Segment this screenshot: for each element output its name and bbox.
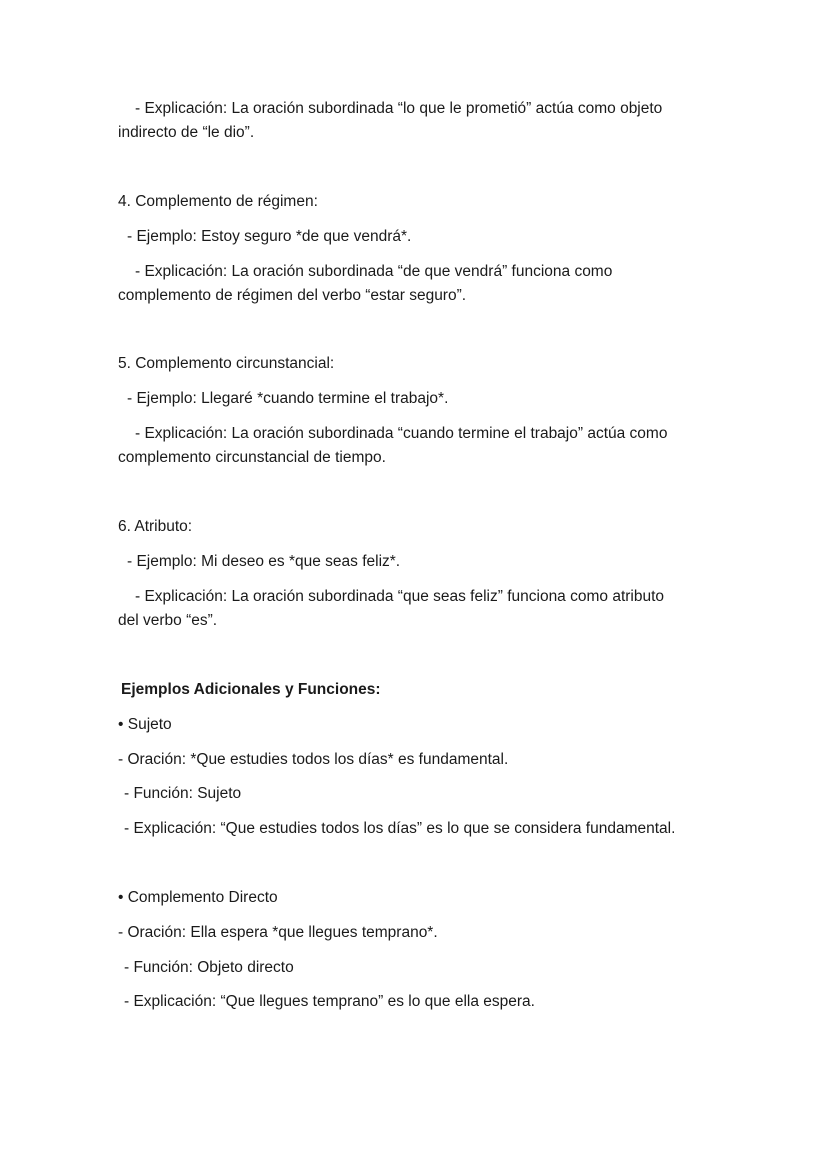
sujeto-funcion: - Función: Sujeto [124, 785, 242, 802]
sujeto-explicacion: - Explicación: “Que estudies todos los días” es lo que se considera fundamental. [124, 820, 676, 837]
cd-bullet: • Complemento Directo [118, 889, 278, 906]
s4-explicacion-line2: complemento de régimen del verbo “estar seguro”. [118, 287, 467, 304]
s4-heading: 4. Complemento de régimen: [118, 193, 318, 210]
s6-explicacion-line2: del verbo “es”. [118, 612, 218, 629]
sujeto-bullet: • Sujeto [118, 716, 172, 733]
cd-funcion: - Función: Objeto directo [124, 959, 294, 976]
cd-explicacion: - Explicación: “Que llegues temprano” es lo que ella espera. [124, 993, 535, 1010]
s5-ejemplo: - Ejemplo: Llegaré *cuando termine el trabajo*. [127, 390, 449, 407]
s5-explicacion-line2: complemento circunstancial de tiempo. [118, 449, 386, 466]
s4-explicacion-line1: - Explicación: La oración subordinada “de que vendrá” funciona como [135, 263, 613, 280]
s4-ejemplo: - Ejemplo: Estoy seguro *de que vendrá*. [127, 228, 412, 245]
s3-explicacion-line1: - Explicación: La oración subordinada “lo que le prometió” actúa como objeto [135, 100, 663, 117]
s3-explicacion-line2: indirecto de “le dio”. [118, 124, 255, 141]
s6-ejemplo: - Ejemplo: Mi deseo es *que seas feliz*. [127, 553, 401, 570]
s6-explicacion-line1: - Explicación: La oración subordinada “que seas feliz” funciona como atributo [135, 588, 665, 605]
s5-heading: 5. Complemento circunstancial: [118, 355, 335, 372]
sujeto-oracion: - Oración: *Que estudies todos los días* es fundamental. [118, 751, 509, 768]
adicionales-heading: Ejemplos Adicionales y Funciones: [121, 681, 381, 698]
s6-heading: 6. Atributo: [118, 518, 193, 535]
cd-oracion: - Oración: Ella espera *que llegues temprano*. [118, 924, 438, 941]
s5-explicacion-line1: - Explicación: La oración subordinada “cuando termine el trabajo” actúa como [135, 425, 668, 442]
